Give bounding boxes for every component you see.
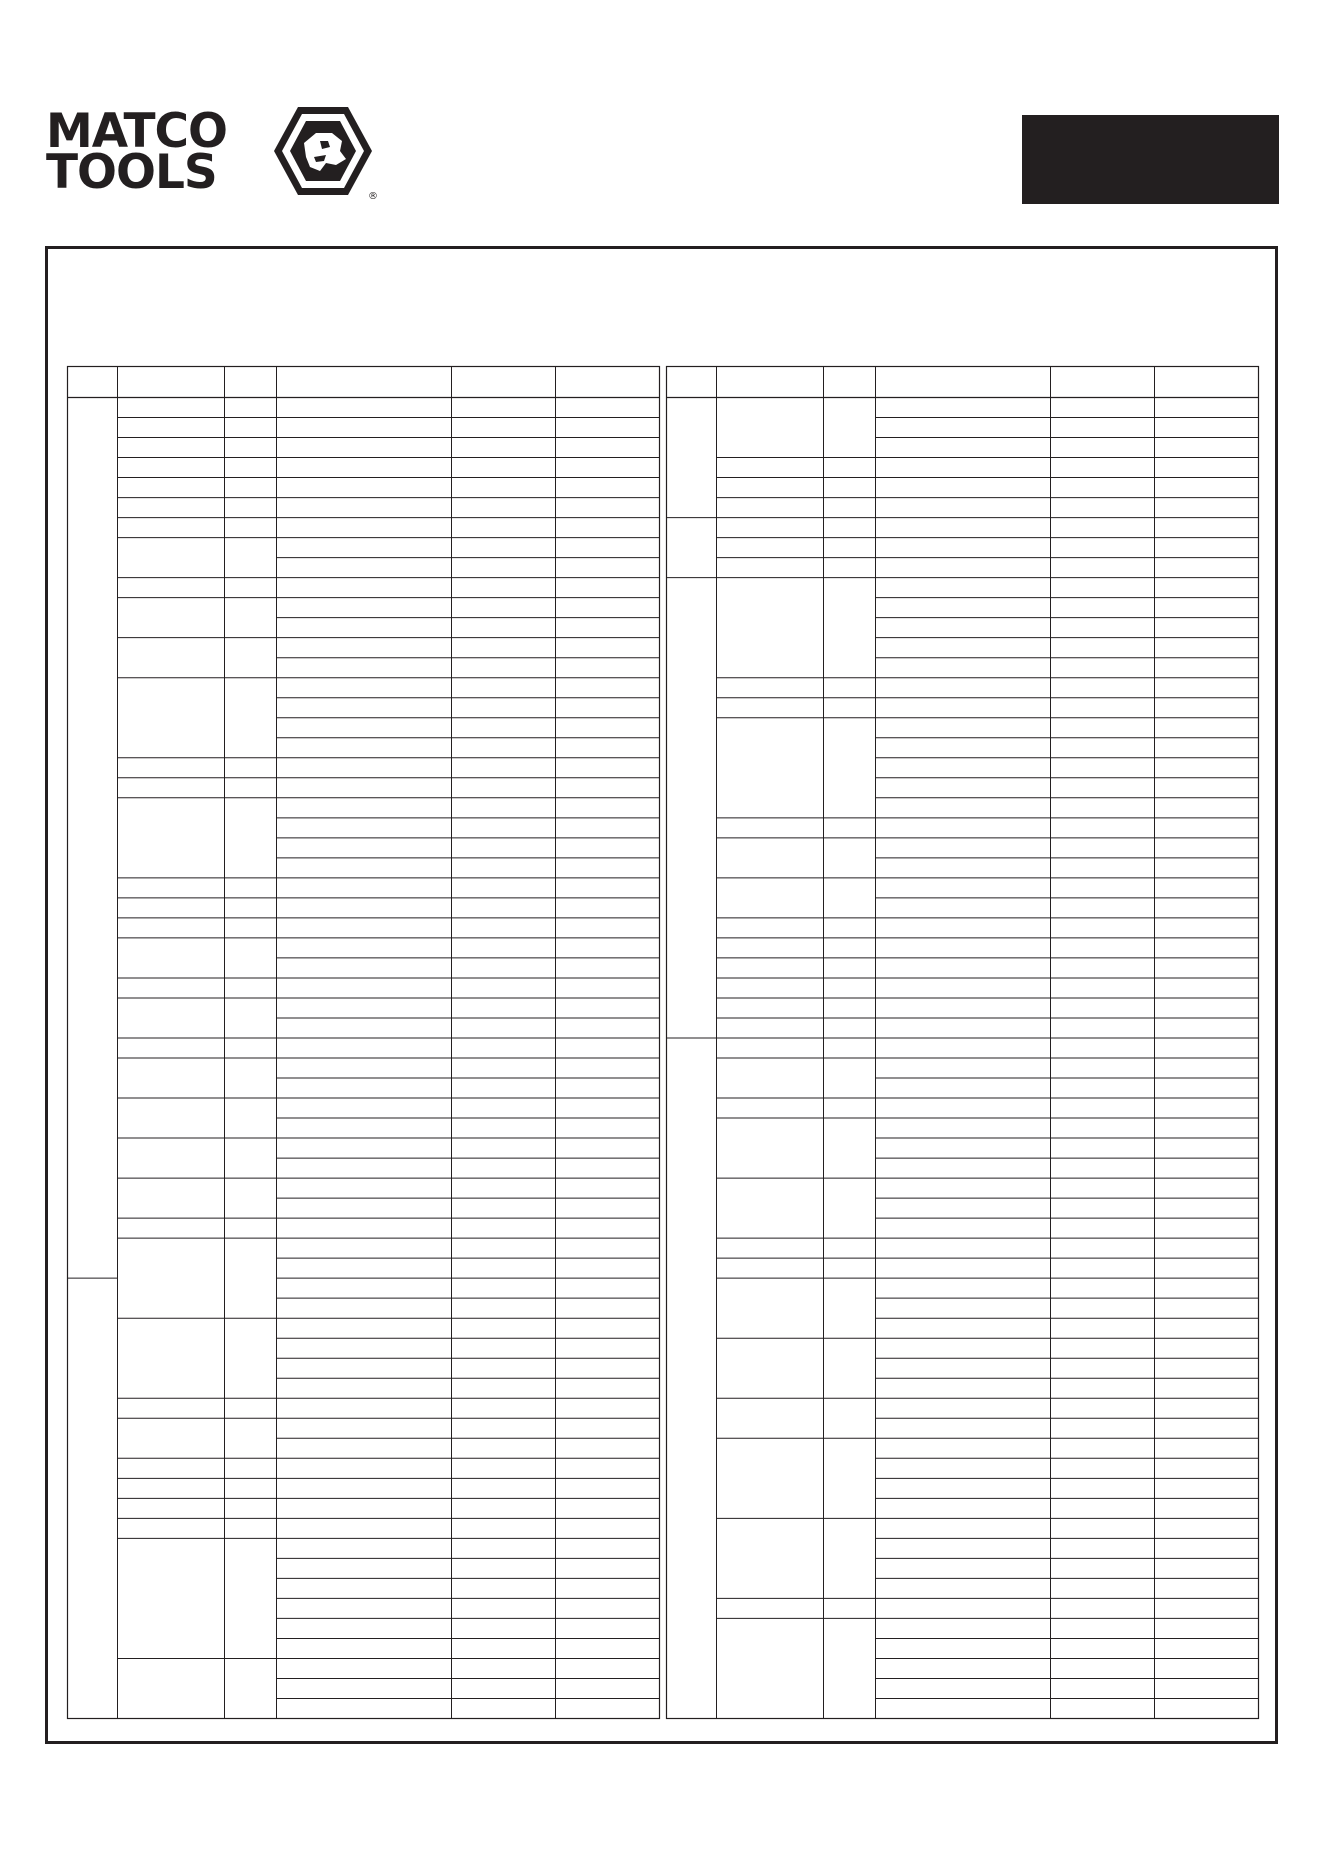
right-table: [666, 366, 1259, 1720]
left-table-grid: [67, 366, 660, 1720]
logo-wordmark: [46, 104, 266, 200]
right-table-grid: [666, 366, 1259, 1720]
matco-tools-logo: [46, 105, 376, 201]
table-border: [667, 367, 1259, 1719]
left-table: [67, 366, 660, 1720]
registered-mark: ®: [368, 191, 378, 202]
hex-bulldog-emblem: [270, 105, 376, 201]
table-border: [68, 367, 660, 1719]
logo-word-matco: MATCO: [46, 104, 228, 159]
logo-word-tools: TOOLS: [46, 145, 217, 200]
header-black-box: [1022, 115, 1279, 204]
